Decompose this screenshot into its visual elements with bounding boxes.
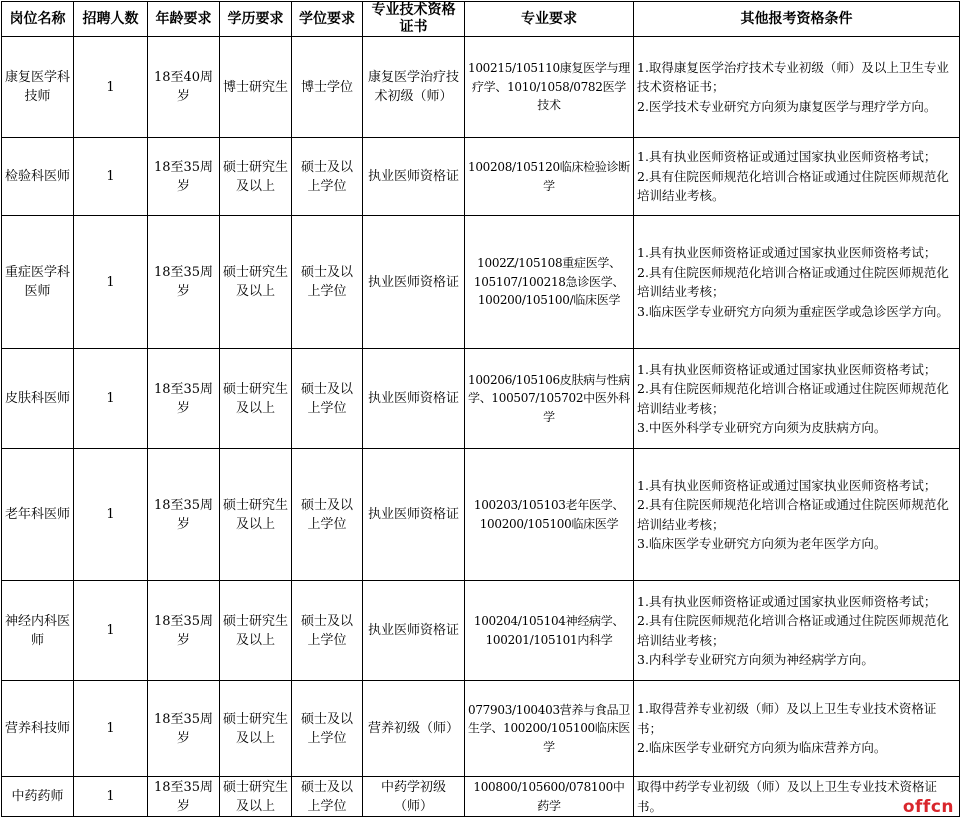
condition-item: 2.具有住院医师规范化培训合格证或通过住院医师规范化培训结业考核； — [637, 497, 949, 532]
cell-degree: 硕士及以上学位 — [292, 777, 363, 817]
header-count: 招聘人数 — [74, 2, 148, 37]
cell-conditions — [634, 349, 960, 449]
cell-age: 18至35周岁 — [148, 777, 220, 817]
header-conditions: 其他报考资格条件 — [634, 2, 960, 37]
cell-conditions — [634, 138, 960, 216]
cell-post: 神经内科医师 — [2, 581, 74, 681]
cell-education: 硕士研究生及以上 — [220, 777, 292, 817]
cell-education: 硕士研究生及以上 — [220, 681, 292, 777]
condition-item: 3.中医外科学专业研究方向须为皮肤病方向。 — [637, 420, 887, 435]
cell-certificate: 中药学初级（师） — [363, 777, 465, 817]
cell-count: 1 — [74, 37, 148, 138]
header-degree: 学位要求 — [292, 2, 363, 37]
condition-item: 2.临床医学专业研究方向须为临床营养方向。 — [637, 740, 887, 756]
cell-degree: 硕士及以上学位 — [292, 349, 363, 449]
cell-major: 1002Z/105108重症医学、105107/100218急诊医学、100200/105100/临床医学 — [465, 216, 634, 349]
cell-conditions — [634, 681, 960, 777]
cell-count: 1 — [74, 349, 148, 449]
cell-certificate: 康复医学治疗技术初级（师） — [363, 37, 465, 138]
cell-major: 100215/105110康复医学与理疗学、1010/1058/0782医学技术 — [465, 37, 634, 138]
cell-post: 康复医学科技师 — [2, 37, 74, 138]
condition-item: 1.具有执业医师资格证或通过国家执业医师资格考试； — [637, 593, 937, 609]
table-row — [2, 777, 960, 817]
header-post: 岗位名称 — [2, 2, 74, 37]
cell-count: 1 — [74, 777, 148, 817]
condition-item: 1.具有执业医师资格证或通过国家执业医师资格考试； — [637, 361, 937, 377]
condition-item: 1.具有执业医师资格证或通过国家执业医师资格考试； — [637, 149, 937, 165]
cell-post: 皮肤科医师 — [2, 349, 74, 449]
condition-item: 2.具有住院医师规范化培训合格证或通过住院医师规范化培训结业考核； — [637, 264, 949, 299]
cell-major: 100204/105104神经病学、100201/105101内科学 — [465, 581, 634, 681]
cell-degree: 硕士及以上学位 — [292, 138, 363, 216]
header-major: 专业要求 — [465, 2, 634, 37]
cell-post: 营养科技师 — [2, 681, 74, 777]
condition-item: 1.具有执业医师资格证或通过国家执业医师资格考试； — [637, 245, 937, 260]
cell-education: 硕士研究生及以上 — [220, 581, 292, 681]
condition-item: 2.具有住院医师规范化培训合格证或通过住院医师规范化培训结业考核； — [637, 381, 949, 416]
cell-count: 1 — [74, 138, 148, 216]
condition-item: 1.具有执业医师资格证或通过国家执业医师资格考试； — [637, 477, 937, 493]
condition-item: 3.内科学专业研究方向须为神经病学方向。 — [637, 652, 874, 667]
offcn-watermark: offcn — [902, 797, 954, 817]
cell-post: 老年科医师 — [2, 449, 74, 581]
condition-item: 取得中药学专业初级（师）及以上卫生专业技术资格证书。 — [637, 779, 938, 814]
cell-age: 18至35周岁 — [148, 581, 220, 681]
cell-certificate: 执业医师资格证 — [363, 349, 465, 449]
header-age: 年龄要求 — [148, 2, 220, 37]
condition-item: 1.取得康复医学治疗技术专业初级（师）及以上卫生专业技术资格证书； — [637, 59, 949, 95]
cell-degree: 硕士及以上学位 — [292, 216, 363, 349]
cell-age: 18至35周岁 — [148, 681, 220, 777]
cell-certificate: 执业医师资格证 — [363, 216, 465, 349]
recruitment-table — [1, 1, 960, 817]
cell-conditions — [634, 37, 960, 138]
cell-degree: 硕士及以上学位 — [292, 581, 363, 681]
cell-major: 100206/105106皮肤病与性病学、100507/105702中医外科学 — [465, 349, 634, 449]
header-education: 学历要求 — [220, 2, 292, 37]
cell-major: 100800/105600/078100中药学 — [465, 777, 634, 817]
cell-degree: 博士学位 — [292, 37, 363, 138]
cell-age: 18至35周岁 — [148, 216, 220, 349]
condition-item: 2.具有住院医师规范化培训合格证或通过住院医师规范化培训结业考核。 — [637, 168, 949, 204]
header-row — [2, 2, 960, 37]
cell-age: 18至35周岁 — [148, 349, 220, 449]
cell-education: 硕士研究生及以上 — [220, 216, 292, 349]
cell-count: 1 — [74, 449, 148, 581]
condition-item: 2.具有住院医师规范化培训合格证或通过住院医师规范化培训结业考核； — [637, 613, 949, 648]
cell-education: 硕士研究生及以上 — [220, 138, 292, 216]
cell-count: 1 — [74, 216, 148, 349]
cell-degree: 硕士及以上学位 — [292, 449, 363, 581]
cell-certificate: 执业医师资格证 — [363, 581, 465, 681]
cell-education: 博士研究生 — [220, 37, 292, 138]
table-row — [2, 681, 960, 777]
cell-count: 1 — [74, 681, 148, 777]
cell-major: 100203/105103老年医学、100200/105100临床医学 — [465, 449, 634, 581]
header-certificate: 专业技术资格证书 — [363, 2, 465, 37]
cell-certificate: 营养初级（师） — [363, 681, 465, 777]
cell-conditions — [634, 449, 960, 581]
cell-education: 硕士研究生及以上 — [220, 449, 292, 581]
cell-major: 100208/105120临床检验诊断学 — [465, 138, 634, 216]
cell-post: 检验科医师 — [2, 138, 74, 216]
table-row — [2, 349, 960, 449]
cell-post: 重症医学科医师 — [2, 216, 74, 349]
cell-conditions — [634, 581, 960, 681]
cell-age: 18至40周岁 — [148, 37, 220, 138]
cell-degree: 硕士及以上学位 — [292, 681, 363, 777]
cell-post: 中药药师 — [2, 777, 74, 817]
table-row — [2, 216, 960, 349]
cell-major: 077903/100403营养与食品卫生学、100200/105100临床医学 — [465, 681, 634, 777]
table-row — [2, 37, 960, 138]
cell-count: 1 — [74, 581, 148, 681]
table-row — [2, 449, 960, 581]
cell-certificate: 执业医师资格证 — [363, 138, 465, 216]
cell-age: 18至35周岁 — [148, 449, 220, 581]
cell-certificate: 执业医师资格证 — [363, 449, 465, 581]
condition-item: 3.临床医学专业研究方向须为重症医学或急诊医学方向。 — [637, 303, 949, 319]
table-row — [2, 581, 960, 681]
condition-item: 1.取得营养专业初级（师）及以上卫生专业技术资格证书； — [637, 701, 937, 736]
condition-item: 2.医学技术专业研究方向须为康复医学与理疗学方向。 — [637, 98, 937, 114]
cell-age: 18至35周岁 — [148, 138, 220, 216]
cell-conditions — [634, 216, 960, 349]
table-row — [2, 138, 960, 216]
condition-item: 3.临床医学专业研究方向须为老年医学方向。 — [637, 536, 887, 551]
cell-education: 硕士研究生及以上 — [220, 349, 292, 449]
